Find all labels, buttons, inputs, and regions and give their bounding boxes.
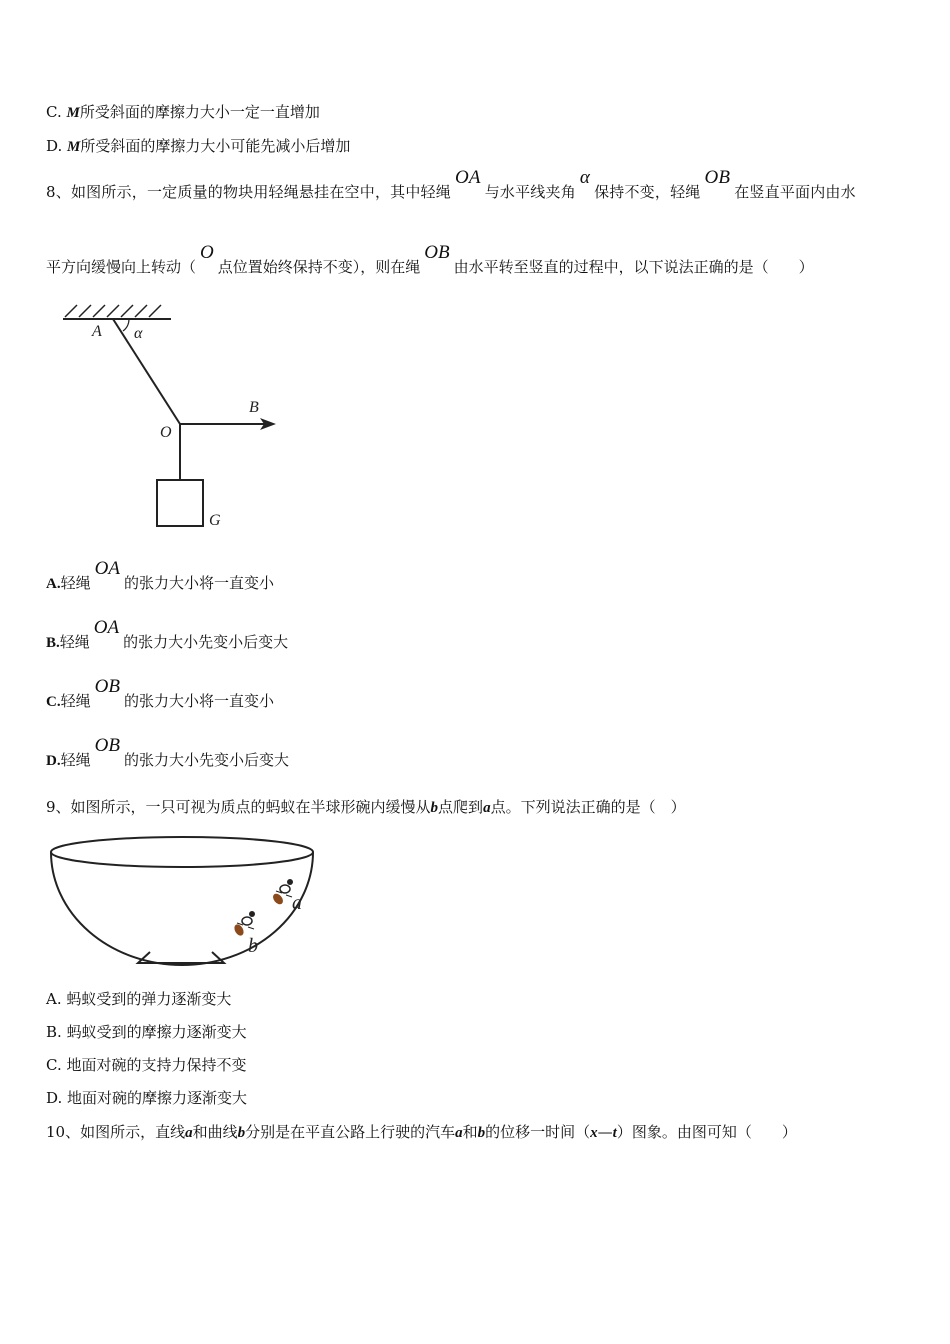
q7-option-c-var: M xyxy=(66,105,80,121)
ceiling-hatching xyxy=(65,305,161,317)
bowl-body xyxy=(51,852,313,965)
block-g xyxy=(157,480,203,526)
angle-arc xyxy=(123,319,129,331)
label-g: G xyxy=(209,512,221,529)
label-ant-a: a xyxy=(292,892,302,914)
q8-figure xyxy=(55,298,295,538)
q7-option-d-var: M xyxy=(67,139,81,155)
q9-stem: 9、如图所示，一只可视为质点的蚂蚁在半球形碗内缓慢从b点爬到a点。下列说法正确的是（ ） xyxy=(46,798,686,816)
q10-stem: 10、如图所示，直线a和曲线b分别是在平直公路上行驶的汽车a和b的位移一时间（x—t）图象。由图可知（ ） xyxy=(46,1123,797,1141)
q8-option-a: A.轻绳OA的张力大小将一直变小 xyxy=(46,558,274,592)
bowl-rim xyxy=(51,837,313,867)
q9-option-a: A. 蚂蚁受到的弹力逐渐变大 xyxy=(46,990,232,1008)
label-a: A xyxy=(92,323,102,340)
rope-oa xyxy=(113,319,180,424)
label-o: O xyxy=(160,424,172,441)
q9-option-d: D. 地面对碗的摩擦力逐渐变大 xyxy=(46,1089,248,1107)
q8-option-b: B.轻绳OA的张力大小先变小后变大 xyxy=(46,617,289,651)
q8-option-d: D.轻绳OB的张力大小先变小后变大 xyxy=(46,735,289,769)
q8-option-c: C.轻绳OB的张力大小将一直变小 xyxy=(46,676,274,710)
q9-option-b: B. 蚂蚁受到的摩擦力逐渐变大 xyxy=(46,1023,247,1041)
label-b: B xyxy=(249,399,259,416)
q9-option-c: C. 地面对碗的支持力保持不变 xyxy=(46,1056,247,1074)
q8-stem-line2: 平方向缓慢向上转动（O点位置始终保持不变），则在绳OB由水平转至竖直的过程中，以下说法正确的是（ ） xyxy=(46,242,814,276)
q7-option-c: C. M所受斜面的摩擦力大小一定一直增加 xyxy=(46,103,320,121)
label-alpha: α xyxy=(134,325,143,342)
q7-option-d: D. M所受斜面的摩擦力大小可能先减小后增加 xyxy=(46,137,351,155)
label-ant-b: b xyxy=(248,935,258,957)
q8-stem-line1: 8、如图所示，一定质量的物块用轻绳悬挂在空中，其中轻绳OA与水平线夹角α保持不变，轻绳OB在竖直平面内由水 xyxy=(46,167,856,201)
q9-figure xyxy=(46,833,318,969)
